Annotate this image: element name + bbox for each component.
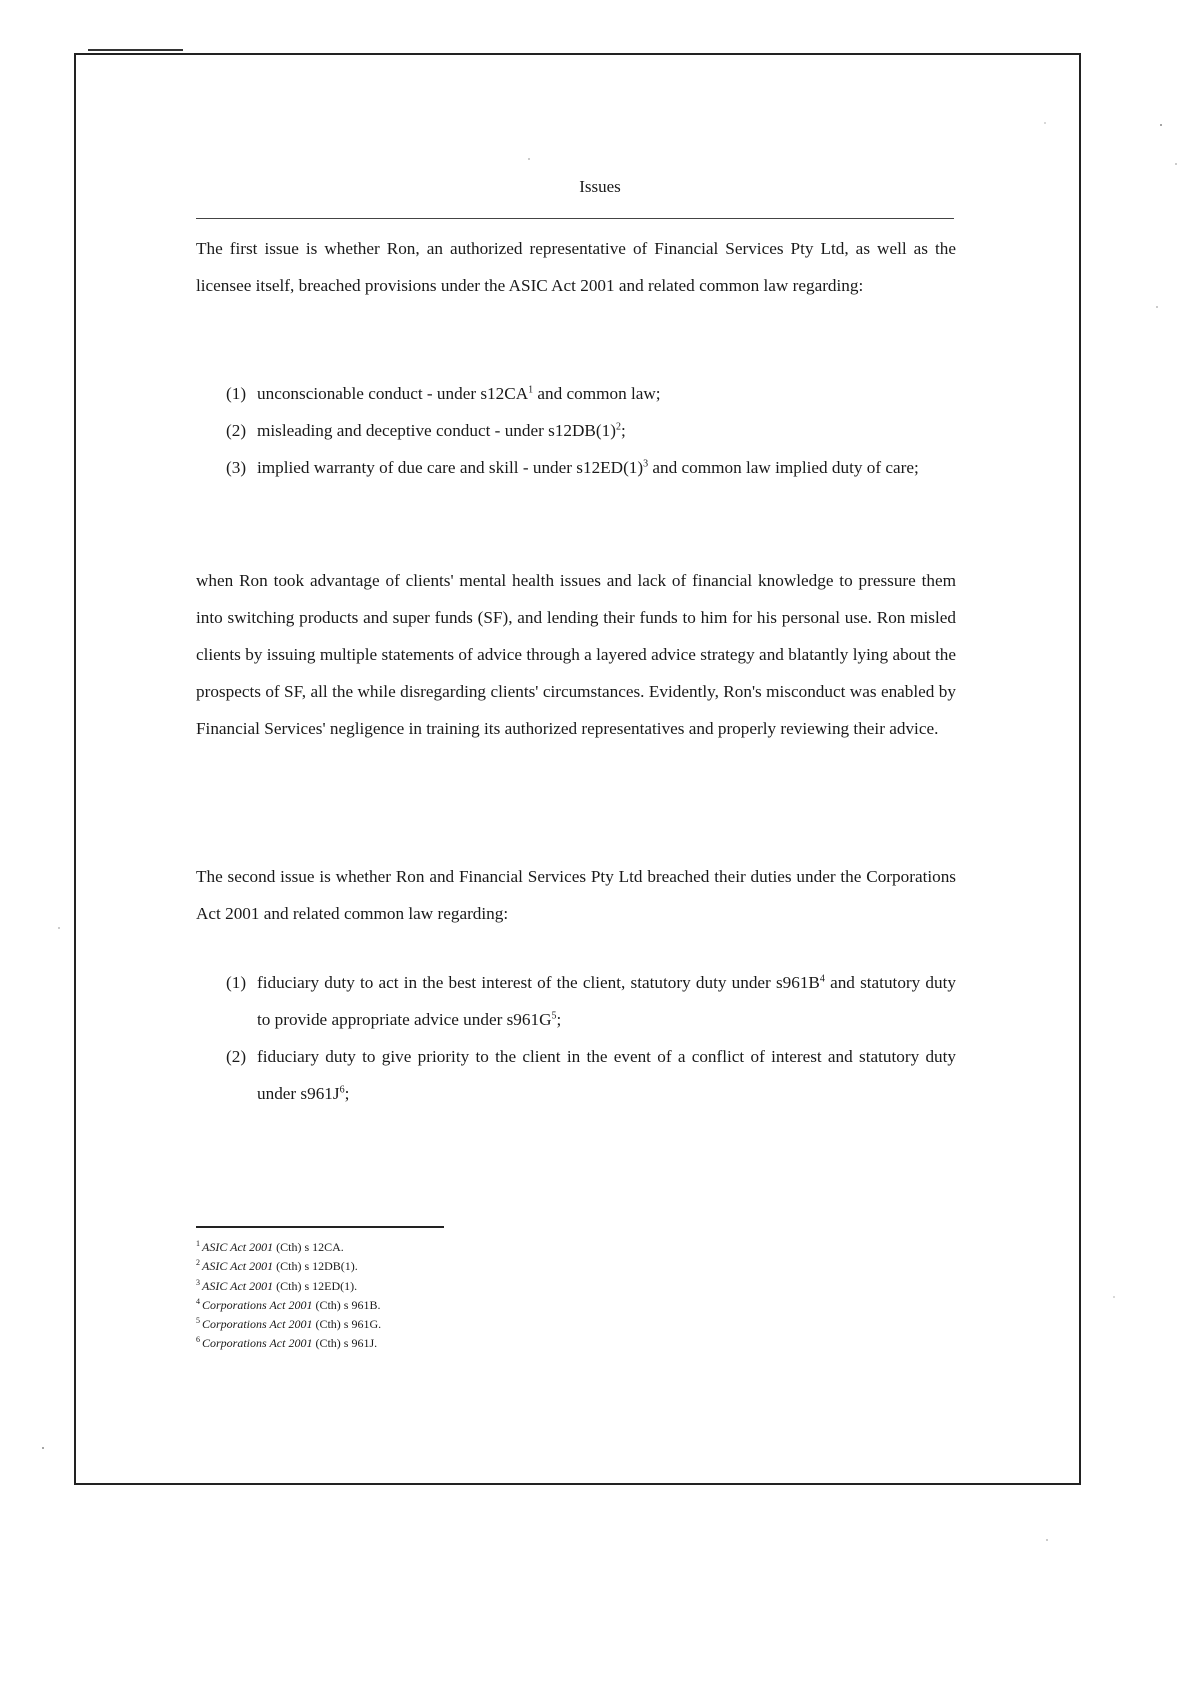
scan-speck [1044,122,1046,124]
scan-speck [42,1447,44,1449]
issue-one-paragraph: The first issue is whether Ron, an authorized representative of Financial Services Pty Ltd, as well as the licensee itself, breached provisions under the ASIC Act 2001 and related common law regarding: [196,239,956,295]
footnote: $^3$ ASIC Act 2001 (Cth) s 12ED(1). [196,1277,358,1293]
footnote: $^4$ Corporations Act 2001 (Cth) s 961B. [196,1296,381,1312]
list-item: (2) misleading and deceptive conduct - under $s12DB(1)^2$; [226,421,626,440]
footnote-ref: 2 [615,421,621,433]
page-heading: Issues [579,177,621,196]
scan-speck [58,927,60,929]
footnote-ref: 6 [339,1084,345,1096]
list-item: (2) fiduciary duty to give priority to the client in the event of a conflict of interest and statutory duty under $s961J^6$; [226,1047,956,1103]
scan-edge-mark [88,49,183,51]
footnote: $^6$ Corporations Act 2001 (Cth) s 961J. [196,1335,378,1351]
list-item: (1) fiduciary duty to act in the best interest of the client, statutory duty under $s961B^4$ and statutory duty to provide appropriate advice under $s961G^5$; [226,973,956,1029]
footnote-ref: 5 [551,1010,557,1022]
footnote-ref: 3 [643,458,649,470]
footnote: $^1$ ASIC Act 2001 (Cth) s 12CA. [196,1239,344,1254]
list-item: (1) unconscionable conduct - under $s12CA^1$ and common law; [226,384,661,403]
footnote-divider [196,1226,444,1228]
issue-one-context-paragraph: when Ron took advantage of clients' mental health issues and lack of financial knowledge to pressure them into switching products and super funds (SF), and lending their funds to him for his personal use. Ron misled clients by issuing multiple statements of advice through a layered advice strategy and blatantly lying about the prospects of SF, all the while disregarding clients' circumstances. Evidently, Ron's misconduct was enabled by Financial Services' negligence in training its authorized representatives and properly reviewing their advice. [196,571,956,738]
footnote: $^2$ ASIC Act 2001 (Cth) s 12DB(1). [196,1258,358,1274]
heading-divider [196,218,954,219]
scan-speck [1046,1539,1048,1541]
scan-speck [1113,1296,1115,1298]
scan-speck [528,158,530,160]
scan-speck [1160,124,1162,126]
issue-two-list [226,964,956,1112]
footnote: $^5$ Corporations Act 2001 (Cth) s 961G. [196,1316,382,1332]
scan-speck [1156,306,1158,308]
footnote-ref: 1 [528,384,534,396]
issue-one-list [226,375,956,486]
issue-two-paragraph: The second issue is whether Ron and Financial Services Pty Ltd breached their duties under the Corporations Act 2001 and related common law regarding: [196,867,956,923]
scan-speck [1175,163,1177,165]
list-item: (3) implied warranty of due care and skill - under $s12ED(1)^3$ and common law implied duty of care; [226,458,919,477]
footnotes [196,1238,596,1354]
footnote-ref: 4 [819,973,825,985]
